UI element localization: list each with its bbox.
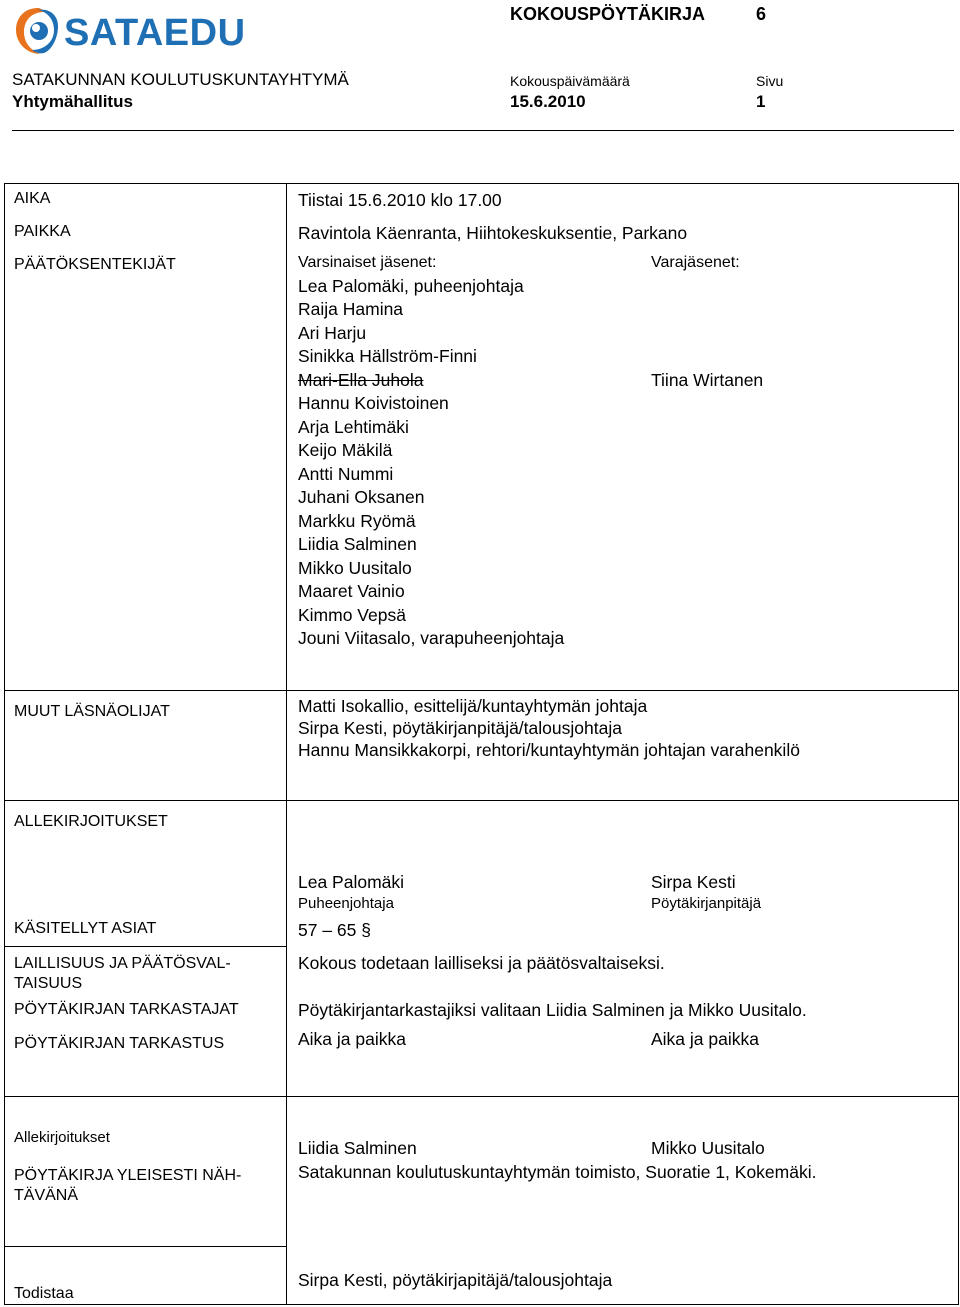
page-label: Sivu: [756, 73, 784, 89]
aika-value: Tiistai 15.6.2010 klo 17.00: [298, 190, 502, 210]
member-item: Raija Hamina: [298, 299, 404, 319]
paatoksentekijat-label: PÄÄTÖKSENTEKIJÄT: [14, 256, 176, 273]
members-heading: Varsinaiset jäsenet:: [298, 254, 437, 271]
member-item-absent: Mari-Ella Juhola: [298, 370, 424, 390]
member-item: Jouni Viitasalo, varapuheenjohtaja: [298, 628, 565, 648]
aika-label: AIKA: [14, 190, 51, 207]
tarkastus-label: PÖYTÄKIRJAN TARKASTUS: [14, 1035, 225, 1052]
allekirjoitukset-label: ALLEKIRJOITUKSET: [14, 813, 168, 830]
table-top-border: [4, 183, 959, 184]
sataedu-logo: [14, 4, 259, 62]
kasitellyt-label: KÄSITELLYT ASIAT: [14, 920, 157, 937]
tarkastajat-value: Pöytäkirjantarkastajiksi valitaan Liidia Salminen ja Mikko Uusitalo.: [298, 1000, 807, 1020]
table-right-border: [958, 183, 959, 1305]
laillisuus-value: Kokous todetaan lailliseksi ja päätösvaltaiseksi.: [298, 953, 665, 973]
muut-label: MUUT LÄSNÄOLIJAT: [14, 703, 170, 720]
date-label: Kokouspäivämäärä: [510, 73, 630, 89]
attendee-item: Hannu Mansikkakorpi, rehtori/kuntayhtymän johtajan varahenkilö: [298, 740, 800, 760]
row-divider-todistaa: [4, 1246, 287, 1247]
paikka-label: PAIKKA: [14, 223, 71, 240]
attendee-item: Matti Isokallio, esittelijä/kuntayhtymän johtaja: [298, 696, 648, 716]
attendee-item: Sirpa Kesti, pöytäkirjanpitäjä/talousjohtaja: [298, 718, 622, 738]
meeting-date: 15.6.2010: [510, 92, 586, 111]
tarkastus-place-1: Aika ja paikka: [298, 1029, 406, 1049]
member-item: Maaret Vainio: [298, 581, 405, 601]
member-item: Ari Harju: [298, 323, 367, 343]
row-divider-kasitellyt: [4, 946, 287, 947]
todistaa-value: Sirpa Kesti, pöytäkirjapitäjä/talousjohtaja: [298, 1270, 613, 1290]
member-item: Markku Ryömä: [298, 511, 416, 531]
sataedu-swirl-icon: [14, 4, 62, 56]
header-rule: [12, 130, 954, 131]
row-divider-allekirjoitukset: [4, 800, 959, 801]
paikka-value: Ravintola Käenranta, Hiihtokeskuksentie, Parkano: [298, 223, 688, 243]
document-type: KOKOUSPÖYTÄKIRJA: [510, 4, 706, 24]
row-divider-muut: [4, 690, 959, 691]
nahtavana-label-line2: TÄVÄNÄ: [14, 1187, 79, 1204]
signer1-role: Puheenjohtaja: [298, 895, 394, 912]
nahtavana-label-line1: PÖYTÄKIRJA YLEISESTI NÄH-: [14, 1167, 242, 1184]
member-item: Liidia Salminen: [298, 534, 417, 554]
member-item: Mikko Uusitalo: [298, 558, 412, 578]
deputy-member: Tiina Wirtanen: [651, 370, 764, 390]
laillisuus-label-line2: TAISUUS: [14, 975, 83, 992]
signer1-name: Lea Palomäki: [298, 872, 405, 892]
nahtavana-value: Satakunnan koulutuskuntayhtymän toimisto, Suoratie 1, Kokemäki.: [298, 1162, 817, 1182]
logo-text: SATAEDU: [64, 12, 246, 54]
todistaa-label: Todistaa: [14, 1285, 74, 1302]
signatures-label: Allekirjoitukset: [14, 1129, 110, 1146]
member-item: Juhani Oksanen: [298, 487, 425, 507]
page-number: 1: [756, 92, 766, 111]
member-item: Kimmo Vepsä: [298, 605, 406, 625]
tarkastaja-signature-1: Liidia Salminen: [298, 1138, 417, 1158]
organization-name: SATAKUNNAN KOULUTUSKUNTAYHTYMÄ: [12, 70, 349, 89]
body-name: Yhtymähallitus: [12, 92, 133, 111]
member-item: Hannu Koivistoinen: [298, 393, 449, 413]
tarkastaja-signature-2: Mikko Uusitalo: [651, 1138, 765, 1158]
member-item: Sinikka Hällström-Finni: [298, 346, 477, 366]
tarkastus-place-2: Aika ja paikka: [651, 1029, 759, 1049]
document-number: 6: [756, 4, 767, 24]
member-item: Keijo Mäkilä: [298, 440, 393, 460]
table-bottom-border: [4, 1304, 959, 1305]
member-item: Arja Lehtimäki: [298, 417, 409, 437]
table-column-divider: [286, 183, 287, 1305]
member-item: Lea Palomäki, puheenjohtaja: [298, 276, 524, 296]
kasitellyt-value: 57 – 65 §: [298, 920, 371, 940]
laillisuus-label-line1: LAILLISUUS JA PÄÄTÖSVAL-: [14, 955, 231, 972]
member-item: Antti Nummi: [298, 464, 394, 484]
deputies-heading: Varajäsenet:: [651, 254, 740, 271]
row-divider-allekirjoitukset2: [4, 1096, 959, 1097]
signer2-role: Pöytäkirjanpitäjä: [651, 895, 762, 912]
table-left-border: [4, 183, 5, 1305]
tarkastajat-label: PÖYTÄKIRJAN TARKASTAJAT: [14, 1001, 239, 1018]
signer2-name: Sirpa Kesti: [651, 872, 736, 892]
